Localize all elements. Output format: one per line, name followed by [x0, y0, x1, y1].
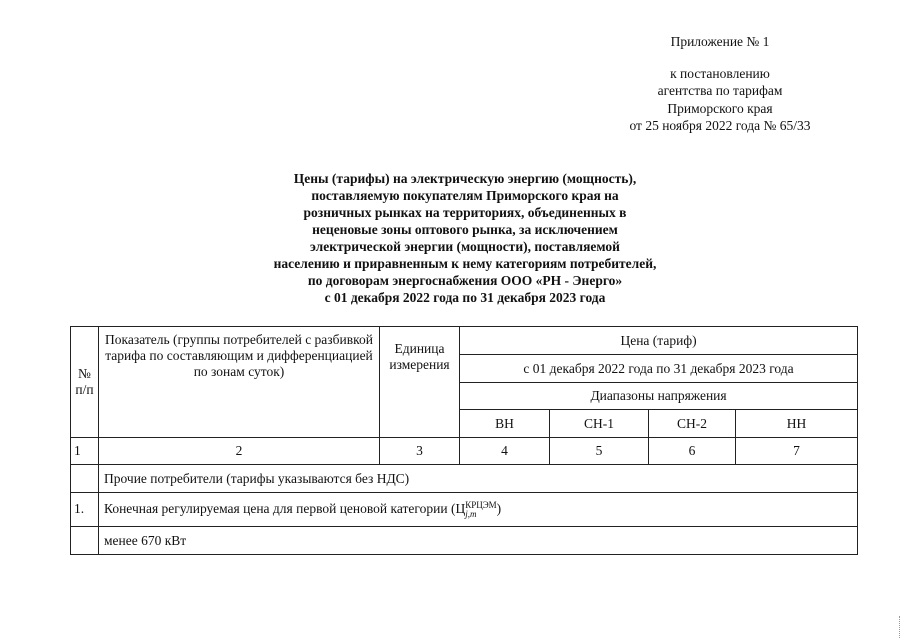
column-numbers-row [71, 438, 858, 465]
header-no: № п/п [71, 327, 99, 438]
annex-line-3: Приморского края [667, 100, 773, 116]
voltage-vn: ВН [460, 410, 550, 438]
table-row [71, 493, 858, 527]
heading-line-7: по договорам энергоснабжения ООО «РН - Энерго» [307, 273, 623, 288]
scan-edge-mark [899, 616, 901, 638]
annex-line-1: к постановлению [670, 65, 770, 81]
section-title: Прочие потребители (тарифы указываются без НДС) [99, 465, 858, 493]
col-number-3: 3 [380, 438, 460, 465]
annex-title: Приложение № 1 [670, 34, 770, 49]
table-row [71, 527, 858, 555]
row-number-empty [71, 527, 99, 555]
voltage-sn1: СН-1 [550, 410, 649, 438]
voltage-sn2: СН-2 [649, 410, 736, 438]
header-row-1 [71, 327, 858, 355]
col-number-2: 2 [99, 438, 380, 465]
col-number-4: 4 [460, 438, 550, 465]
row-description-close: ) [496, 500, 502, 516]
header-period: с 01 декабря 2022 года по 31 декабря 2023 года [460, 355, 858, 383]
row-description-text: Конечная регулируемая цена для первой ценовой категории (Ц [104, 500, 466, 516]
heading-line-6: населению и приравненным к нему категориям потребителей, [273, 256, 657, 271]
section-no-cell [71, 465, 99, 493]
col-number-6: 6 [649, 438, 736, 465]
price-symbol-sup: КРЦЭМ [465, 499, 497, 510]
document-heading [230, 170, 700, 306]
col-number-5: 5 [550, 438, 649, 465]
annex-line-4: от 25 ноября 2022 года № 65/33 [629, 118, 811, 133]
annex-block [600, 33, 840, 135]
header-price: Цена (тариф) [460, 327, 858, 355]
annex-gap [600, 51, 840, 65]
heading-line-2: поставляемую покупателям Приморского края на [311, 188, 619, 203]
tariff-table [70, 326, 858, 555]
row-capacity: менее 670 кВт [99, 527, 858, 555]
heading-line-4: неценовые зоны оптового рынка, за исключением [312, 222, 618, 237]
row-number: 1. [71, 493, 99, 527]
header-unit: Единица измерения [380, 327, 460, 438]
heading-line-5: электрической энергии (мощности), поставляемой [310, 239, 620, 254]
heading-line-3: розничных рынках на территориях, объединенных в [303, 205, 627, 220]
row-description [99, 493, 858, 527]
heading-line-8: с 01 декабря 2022 года по 31 декабря 2023 года [324, 290, 606, 305]
heading-line-1: Цены (тарифы) на электрическую энергию (мощность), [293, 171, 637, 186]
header-voltage-ranges: Диапазоны напряжения [460, 383, 858, 410]
price-symbol-sub: j,m [465, 508, 477, 519]
col-number-7: 7 [736, 438, 858, 465]
col-number-1: 1 [71, 438, 99, 465]
section-row [71, 465, 858, 493]
voltage-nn: НН [736, 410, 858, 438]
annex-line-2: агентства по тарифам [657, 83, 783, 98]
header-indicator: Показатель (группы потребителей с разбивкой тарифа по составляющим и дифференциацией по зонам суток) [99, 327, 380, 438]
price-symbol-indices [465, 501, 496, 519]
